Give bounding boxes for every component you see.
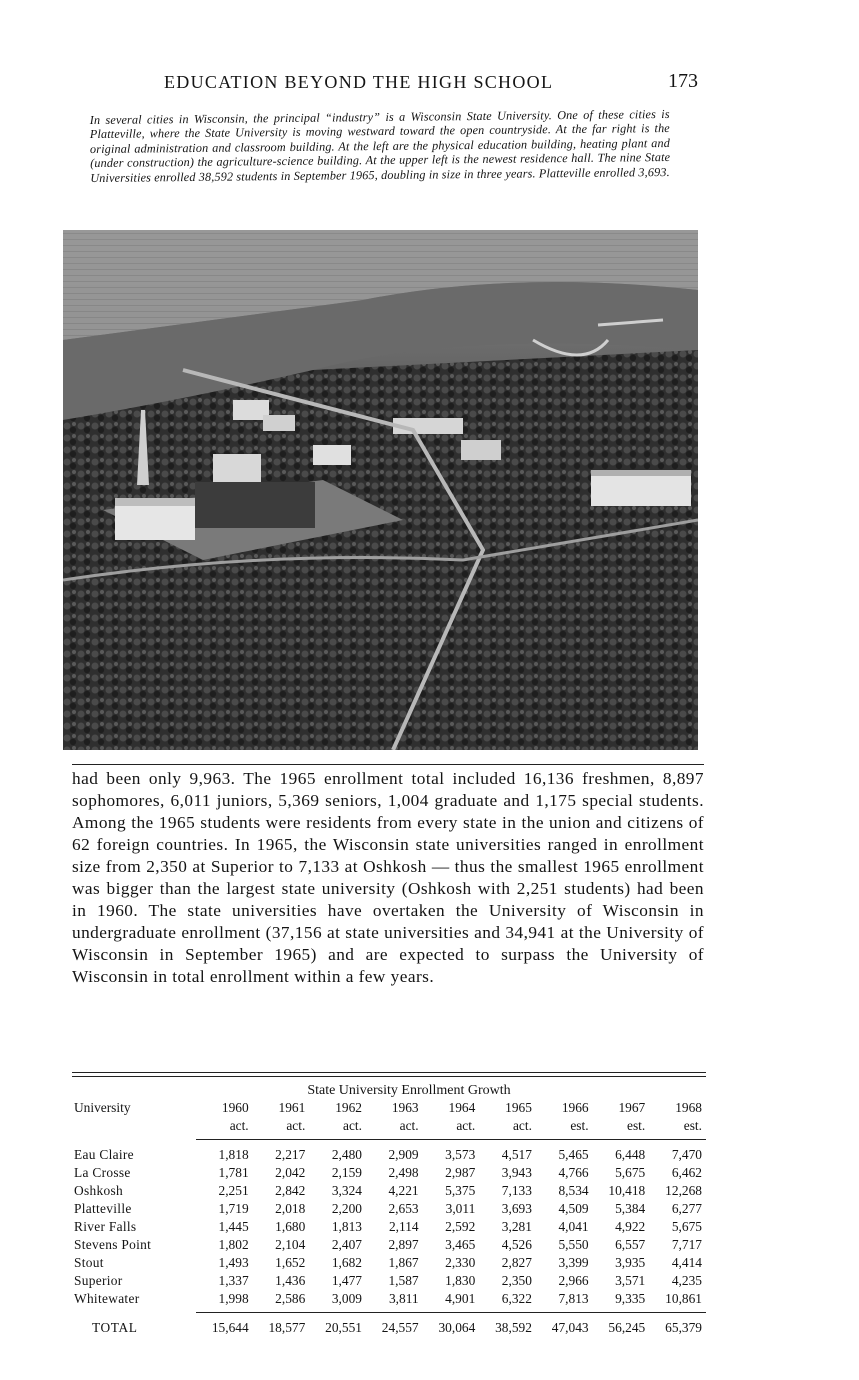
text-separator-rule <box>72 764 704 765</box>
enrollment-value-cell: 1,477 <box>331 1273 362 1288</box>
enrollment-value-cell: 2,827 <box>501 1255 532 1270</box>
enrollment-value-cell: 4,235 <box>671 1273 702 1288</box>
total-value-cell: 65,379 <box>649 1313 706 1338</box>
enrollment-value-cell: 4,766 <box>558 1165 589 1180</box>
column-header-status: est. <box>649 1117 706 1140</box>
enrollment-value-cell: 6,557 <box>615 1237 646 1252</box>
enrollment-value-cell: 3,465 <box>445 1237 476 1252</box>
total-value-cell: 24,557 <box>366 1313 423 1338</box>
enrollment-value-cell: 1,813 <box>331 1219 362 1234</box>
enrollment-value-cell: 2,480 <box>331 1147 362 1162</box>
table-title: State University Enrollment Growth <box>307 1083 511 1098</box>
running-head-title: EDUCATION BEYOND THE HIGH SCHOOL <box>164 72 554 92</box>
enrollment-value-cell: 2,987 <box>445 1165 476 1180</box>
total-value-cell: 47,043 <box>536 1313 593 1338</box>
university-name-cell: Platteville <box>74 1201 132 1216</box>
column-header-year: 1963 <box>391 1100 419 1115</box>
enrollment-value-cell: 6,448 <box>615 1147 646 1162</box>
enrollment-value-cell: 2,159 <box>331 1165 362 1180</box>
enrollment-value-cell: 2,200 <box>331 1201 362 1216</box>
enrollment-value-cell: 2,842 <box>275 1183 306 1198</box>
table-row <box>72 1200 706 1218</box>
enrollment-value-cell: 3,009 <box>331 1291 362 1306</box>
enrollment-value-cell: 1,781 <box>218 1165 249 1180</box>
enrollment-value-cell: 2,350 <box>501 1273 532 1288</box>
enrollment-value-cell: 3,935 <box>615 1255 646 1270</box>
column-header-status: act. <box>479 1117 536 1140</box>
column-header-status: act. <box>366 1117 423 1140</box>
table-row <box>72 1218 706 1236</box>
enrollment-value-cell: 2,251 <box>218 1183 249 1198</box>
table-row <box>72 1254 706 1272</box>
university-name-cell: Superior <box>74 1273 123 1288</box>
enrollment-value-cell: 2,330 <box>445 1255 476 1270</box>
enrollment-value-cell: 3,011 <box>445 1201 476 1216</box>
enrollment-value-cell: 5,465 <box>558 1147 589 1162</box>
enrollment-value-cell: 1,682 <box>331 1255 362 1270</box>
total-value-cell: 15,644 <box>196 1313 253 1338</box>
enrollment-table <box>72 1099 706 1337</box>
university-name-cell: Oshkosh <box>74 1183 123 1198</box>
column-header-status: act. <box>253 1117 310 1140</box>
column-header-year: 1968 <box>675 1100 702 1115</box>
column-header-year: 1960 <box>221 1100 249 1115</box>
university-name-cell: River Falls <box>74 1219 137 1234</box>
table-row <box>72 1182 706 1200</box>
enrollment-value-cell: 2,018 <box>275 1201 306 1216</box>
column-header-year: 1965 <box>505 1100 532 1115</box>
enrollment-value-cell: 2,104 <box>275 1237 306 1252</box>
column-header-status: act. <box>309 1117 366 1140</box>
enrollment-value-cell: 2,407 <box>331 1237 362 1252</box>
enrollment-value-cell: 1,652 <box>275 1255 306 1270</box>
enrollment-value-cell: 4,922 <box>615 1219 646 1234</box>
enrollment-value-cell: 9,335 <box>615 1291 646 1306</box>
enrollment-value-cell: 5,675 <box>615 1165 646 1180</box>
enrollment-value-cell: 1,337 <box>218 1273 249 1288</box>
table-row <box>72 1272 706 1290</box>
enrollment-value-cell: 1,998 <box>218 1291 249 1306</box>
column-header-university: University <box>74 1100 131 1115</box>
enrollment-value-cell: 1,587 <box>388 1273 419 1288</box>
enrollment-value-cell: 4,041 <box>558 1219 589 1234</box>
enrollment-value-cell: 2,909 <box>388 1147 419 1162</box>
total-value-cell: 38,592 <box>479 1313 536 1338</box>
enrollment-value-cell: 3,811 <box>388 1291 419 1306</box>
enrollment-value-cell: 2,586 <box>275 1291 306 1306</box>
enrollment-value-cell: 1,680 <box>275 1219 306 1234</box>
enrollment-value-cell: 2,592 <box>445 1219 476 1234</box>
enrollment-value-cell: 1,436 <box>275 1273 306 1288</box>
enrollment-value-cell: 4,414 <box>671 1255 702 1270</box>
photo-caption: In several cities in Wisconsin, the principal “industry” is a Wisconsin State University. One of these cities is Platteville, where the State University is moving westward toward the open countryside. At the far right is the original administration and classroom building. At the left are the physical education building, heating plant and (under construction) the agriculture-science building. At the upper left is the newest residence hall. The nine State Universities enrolled 38,592 students in September 1965, doubling in size in three years. Platteville enrolled 3,693. <box>89 106 671 185</box>
enrollment-value-cell: 7,717 <box>671 1237 702 1252</box>
enrollment-value-cell: 2,217 <box>275 1147 306 1162</box>
column-header-status: est. <box>593 1117 650 1140</box>
enrollment-value-cell: 2,042 <box>275 1165 306 1180</box>
university-name-cell: La Crosse <box>74 1165 131 1180</box>
total-value-cell: 18,577 <box>253 1313 310 1338</box>
column-header-year: 1966 <box>561 1100 589 1115</box>
enrollment-value-cell: 7,470 <box>671 1147 702 1162</box>
enrollment-table-block <box>72 1072 706 1337</box>
enrollment-value-cell: 10,418 <box>608 1183 646 1198</box>
enrollment-value-cell: 3,281 <box>501 1219 532 1234</box>
column-header-status: act. <box>423 1117 480 1140</box>
body-paragraph: had been only 9,963. The 1965 enrollment total included 16,136 freshmen, 8,897 sophomores, 6,011 juniors, 5,369 seniors, 1,004 graduate and 1,175 special students. Among the 1965 students were residents from every state in the union and citizens of 62 foreign countries. In 1965, the Wisconsin state universities ranged in enrollment size from 2,350 at Superior to 7,133 at Oshkosh — thus the smallest 1965 enrollment was bigger than the largest state university (Oshkosh with 2,251 students) had been in 1960. The state universities have overtaken the University of Wisconsin in undergraduate enrollment (37,156 at state universities and 34,941 at the University of Wisconsin in September 1965) and are expected to surpass the University of Wisconsin in total enrollment within a few years. <box>72 769 704 986</box>
enrollment-value-cell: 1,830 <box>445 1273 476 1288</box>
university-name-cell: Whitewater <box>74 1291 140 1307</box>
enrollment-value-cell: 4,517 <box>501 1147 532 1162</box>
enrollment-value-cell: 3,573 <box>445 1147 476 1162</box>
enrollment-value-cell: 7,133 <box>501 1183 532 1198</box>
table-body <box>72 1140 706 1313</box>
enrollment-value-cell: 4,526 <box>501 1237 532 1252</box>
enrollment-value-cell: 2,653 <box>388 1201 419 1216</box>
column-header-year: 1964 <box>448 1100 476 1115</box>
enrollment-value-cell: 2,966 <box>558 1273 589 1288</box>
university-name-cell: Stevens Point <box>74 1237 152 1252</box>
column-header-year: 1962 <box>335 1100 362 1115</box>
aerial-photo-illustration <box>63 230 698 750</box>
running-header <box>164 72 698 98</box>
enrollment-value-cell: 3,693 <box>501 1201 532 1216</box>
table-row <box>72 1290 706 1313</box>
enrollment-value-cell: 6,277 <box>671 1201 702 1216</box>
table-row <box>72 1164 706 1182</box>
enrollment-value-cell: 6,322 <box>501 1291 532 1306</box>
enrollment-value-cell: 3,571 <box>615 1273 646 1288</box>
page-number: 173 <box>668 70 698 92</box>
enrollment-value-cell: 1,719 <box>218 1201 249 1216</box>
total-value-cell: 20,551 <box>309 1313 366 1338</box>
enrollment-value-cell: 3,324 <box>331 1183 362 1198</box>
enrollment-value-cell: 1,493 <box>218 1255 249 1270</box>
enrollment-value-cell: 1,867 <box>388 1255 419 1270</box>
enrollment-value-cell: 7,813 <box>558 1291 589 1306</box>
aerial-campus-photo <box>63 230 698 750</box>
enrollment-value-cell: 5,550 <box>558 1237 589 1252</box>
column-header-year: 1961 <box>278 1100 306 1115</box>
enrollment-value-cell: 2,114 <box>388 1219 419 1234</box>
table-row <box>72 1140 706 1165</box>
total-value-cell: 56,245 <box>593 1313 650 1338</box>
enrollment-value-cell: 2,498 <box>388 1165 419 1180</box>
enrollment-value-cell: 3,943 <box>501 1165 532 1180</box>
column-header-status: act. <box>196 1117 253 1140</box>
total-value-cell: 30,064 <box>423 1313 480 1338</box>
column-header-status: est. <box>536 1117 593 1140</box>
enrollment-value-cell: 5,375 <box>445 1183 476 1198</box>
enrollment-value-cell: 1,445 <box>218 1219 249 1234</box>
table-row <box>72 1236 706 1254</box>
enrollment-value-cell: 6,462 <box>671 1165 702 1180</box>
enrollment-value-cell: 10,861 <box>665 1291 702 1306</box>
enrollment-value-cell: 8,534 <box>558 1183 589 1198</box>
total-label-cell: TOTAL <box>92 1319 138 1335</box>
table-total-row <box>72 1313 706 1338</box>
enrollment-value-cell: 4,221 <box>388 1183 419 1198</box>
enrollment-value-cell: 1,818 <box>218 1147 249 1162</box>
enrollment-value-cell: 5,384 <box>615 1201 646 1216</box>
university-name-cell: Stout <box>74 1255 104 1270</box>
enrollment-value-cell: 3,399 <box>558 1255 589 1270</box>
enrollment-value-cell: 12,268 <box>665 1183 702 1198</box>
enrollment-value-cell: 2,897 <box>388 1237 419 1252</box>
enrollment-value-cell: 4,901 <box>445 1291 476 1306</box>
enrollment-value-cell: 5,675 <box>671 1219 702 1234</box>
enrollment-value-cell: 4,509 <box>558 1201 589 1216</box>
column-header-year: 1967 <box>618 1100 646 1115</box>
enrollment-value-cell: 1,802 <box>218 1237 249 1252</box>
university-name-cell: Eau Claire <box>74 1146 134 1162</box>
table-top-double-rule <box>72 1072 706 1077</box>
table-header-years-row <box>72 1099 706 1117</box>
